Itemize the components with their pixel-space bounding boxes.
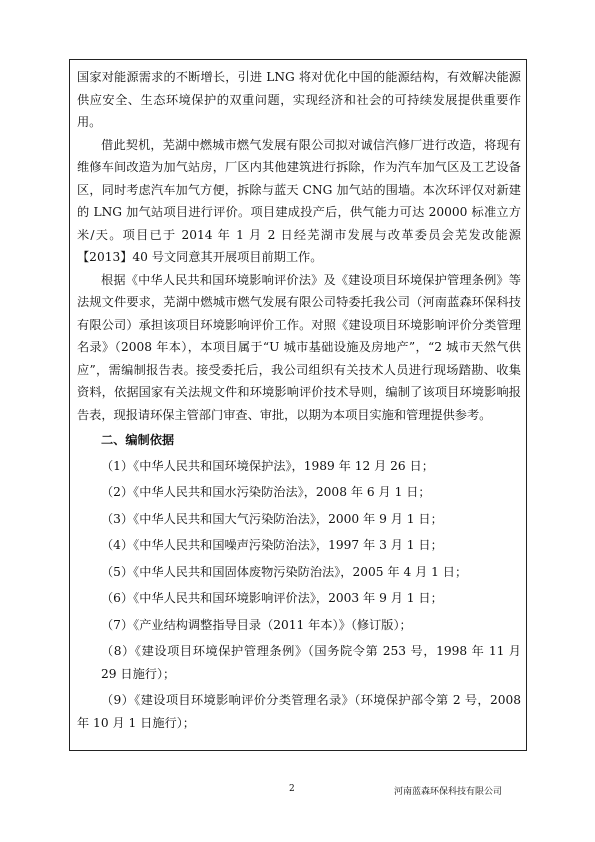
- document-body: [77, 66, 521, 734]
- paragraph-2: 借此契机，芜湖中燃城市燃气发展有限公司拟对诚信汽修厂进行改造，将现有维修车间改造为加气站房，厂区内其他建筑进行拆除，作为汽车加气区及工艺设备区，同时考虑汽车加气方便，拆除与蓝天 CNG 加气站的围墙。本次环评仅对新建的 LNG 加气站项目进行评价。项目建成投产后，供气能力可达 20000 标准立方米/天。项目已于 2014 年 1 月 2 日经芜湖市发展与改革委员会芜发改能源【2013】40 号文同意其开展项目前期工作。: [77, 137, 521, 264]
- paragraph-3: 根据《中华人民共和国环境影响评价法》及《建设项目环境保护管理条例》等法规文件要求，芜湖中燃城市燃气发展有限公司特委托我公司（河南蓝森环保科技有限公司）承担该项目环境影响评价工作。对照《建设项目环境影响评价分类管理名录》（2008 年本），本项目属于“U 城市基础设施及房地产”，“2 城市天然气供应”，需编制报告表。接受委托后，我公司组织有关技术人员进行现场踏勘、收集资料，依据国家有关法规文件和环境影响评价技术导则，编制了该项目环境影响报告表，现报请环保主管部门审查、审批，以期为本项目实施和管理提供参考。: [77, 272, 521, 422]
- paragraph-1: 国家对能源需求的不断增长，引进 LNG 将对优化中国的能源结构，有效解决能源供应安全、生态环境保护的双重问题，实现经济和社会的可持续发展提供重要作用。: [77, 70, 521, 129]
- page-number: 2: [289, 784, 295, 794]
- list-item: （3）《中华人民共和国大气污染防治法》，2000 年 9 月 1 日；: [101, 511, 443, 526]
- list-item: （5）《中华人民共和国固体废物污染防治法》，2005 年 4 月 1 日；: [101, 564, 468, 579]
- list-item: （8）《建设项目环境保护管理条例》（国务院令第 253 号，1998 年 11 月 29 日施行）；: [101, 644, 521, 681]
- basis-list: [77, 455, 521, 735]
- list-item: （9）《建设项目环境影响评价分类管理名录》（环境保护部令第 2 号，2008 年 10 月 1 日施行）；: [77, 693, 521, 730]
- list-item: （6）《中华人民共和国环境影响评价法》，2003 年 9 月 1 日；: [101, 591, 443, 605]
- section-heading: 二、编制依据: [101, 433, 175, 447]
- company-name: 河南蓝森环保科技有限公司: [394, 787, 503, 797]
- list-item: （1）《中华人民共和国环境保护法》，1989 年 12 月 26 日；: [101, 458, 434, 473]
- list-item: （7）《产业结构调整指导目录（2011 年本）》（修订版）；: [101, 617, 412, 632]
- list-item: （4）《中华人民共和国噪声污染防治法》，1997 年 3 月 1 日；: [101, 538, 443, 552]
- list-item: （2）《中华人民共和国水污染防治法》，2008 年 6 月 1 日；: [101, 485, 431, 499]
